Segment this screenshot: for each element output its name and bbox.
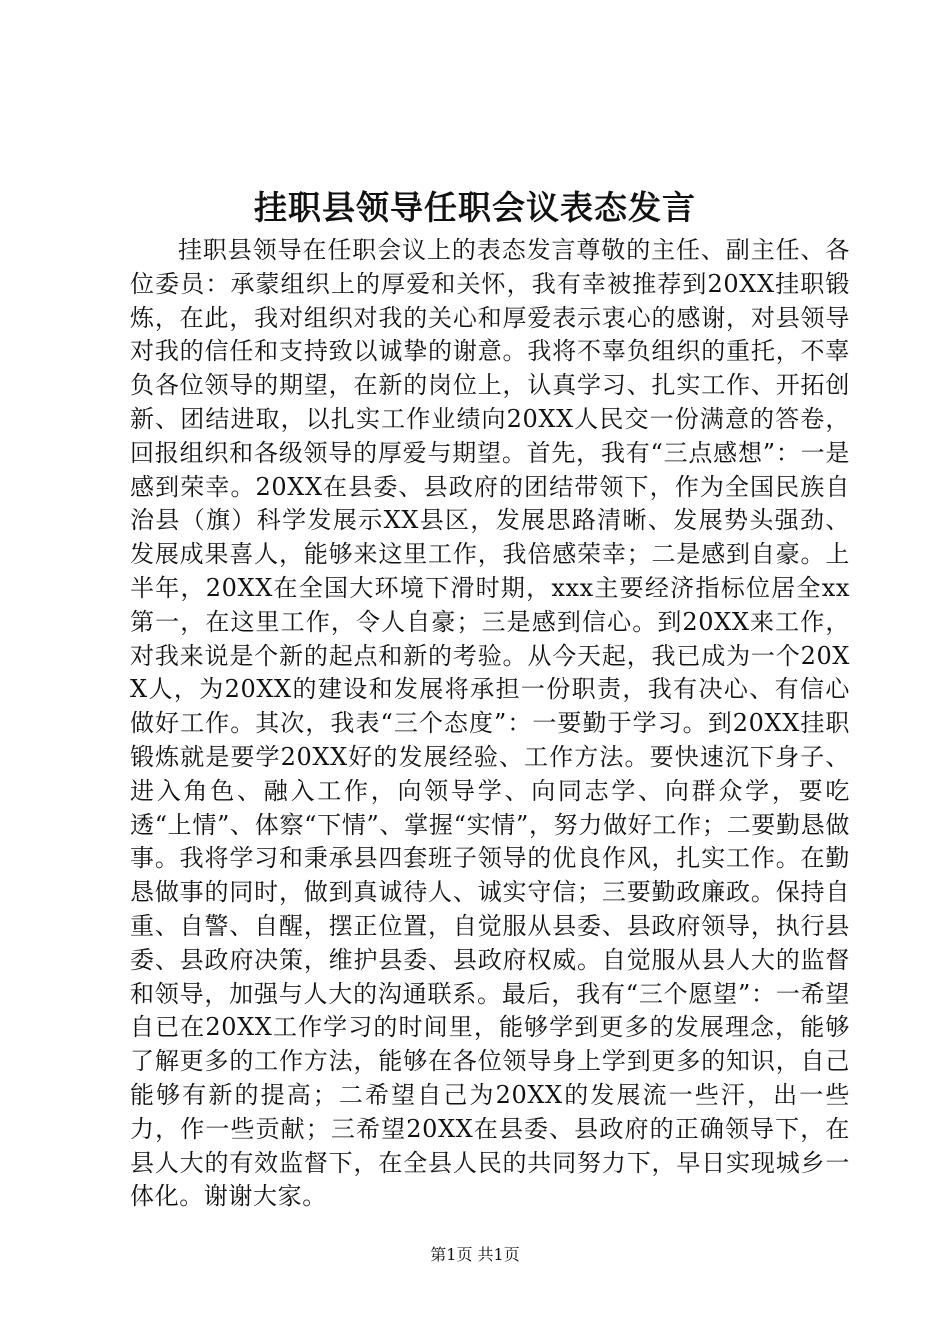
page-footer: 第1页 共1页: [430, 1245, 520, 1264]
body-paragraph: 挂职县领导在任职会议上的表态发言尊敬的主任、副主任、各位委员：承蒙组织上的厚爱和关怀，我有幸被推荐到20XX挂职锻炼，在此，我对组织对我的关心和厚爱表示衷心的感谢，对县领导对我的信任和支持致以诚挚的谢意。我将不辜负组织的重托，不辜负各位领导的期望，在新的岗位上，认真学习、扎实工作、开拓创新、团结进取，以扎实工作业绩向20XX人民交一份满意的答卷，回报组织和各级领导的厚爱与期望。首先，我有“三点感想”：一是感到荣幸。20XX在县委、县政府的团结带领下，作为全国民族自治县（旗）科学发展示XX县区，发展思路清晰、发展势头强劲、发展成果喜人，能够来这里工作，我倍感荣幸；二是感到自豪。上半年，20XX在全国大环境下滑时期，xxx主要经济指标位居全xx第一，在这里工作，令人自豪；三是感到信心。到20XX来工作，对我来说是个新的起点和新的考验。从今天起，我已成为一个20XX人，为20XX的建设和发展将承担一份职责，我有决心、有信心做好工作。其次，我表“三个态度”：一要勤于学习。到20XX挂职锻炼就是要学20XX好的发展经验、工作方法。要快速沉下身子、进入角色、融入工作，向领导学、向同志学、向群众学，要吃透“上情”、体察“下情”、掌握“实情”，努力做好工作；二要勤恳做事。我将学习和秉承县四套班子领导的优良作风，扎实工作。在勤恳做事的同时，做到真诚待人、诚实守信；三要勤政廉政。保持自重、自警、自醒，摆正位置，自觉服从县委、县政府领导，执行县委、县政府决策，维护县委、县政府权威。自觉服从县人大的监督和领导，加强与人大的沟通联系。最后，我有“三个愿望”：一希望自已在20XX工作学习的时间里，能够学到更多的发展理念，能够了解更多的工作方法，能够在各位领导身上学到更多的知识，自己能够有新的提高；二希望自己为20XX的发展流一些汗，出一些力，作一些贡献；三希望20XX在县委、县政府的正确领导下，在县人大的有效监督下，在全县人民的共同努力下，早日实现城乡一体化。谢谢大家。: [130, 236, 850, 1211]
document-title: 挂职县领导任职会议表态发言: [254, 188, 696, 227]
